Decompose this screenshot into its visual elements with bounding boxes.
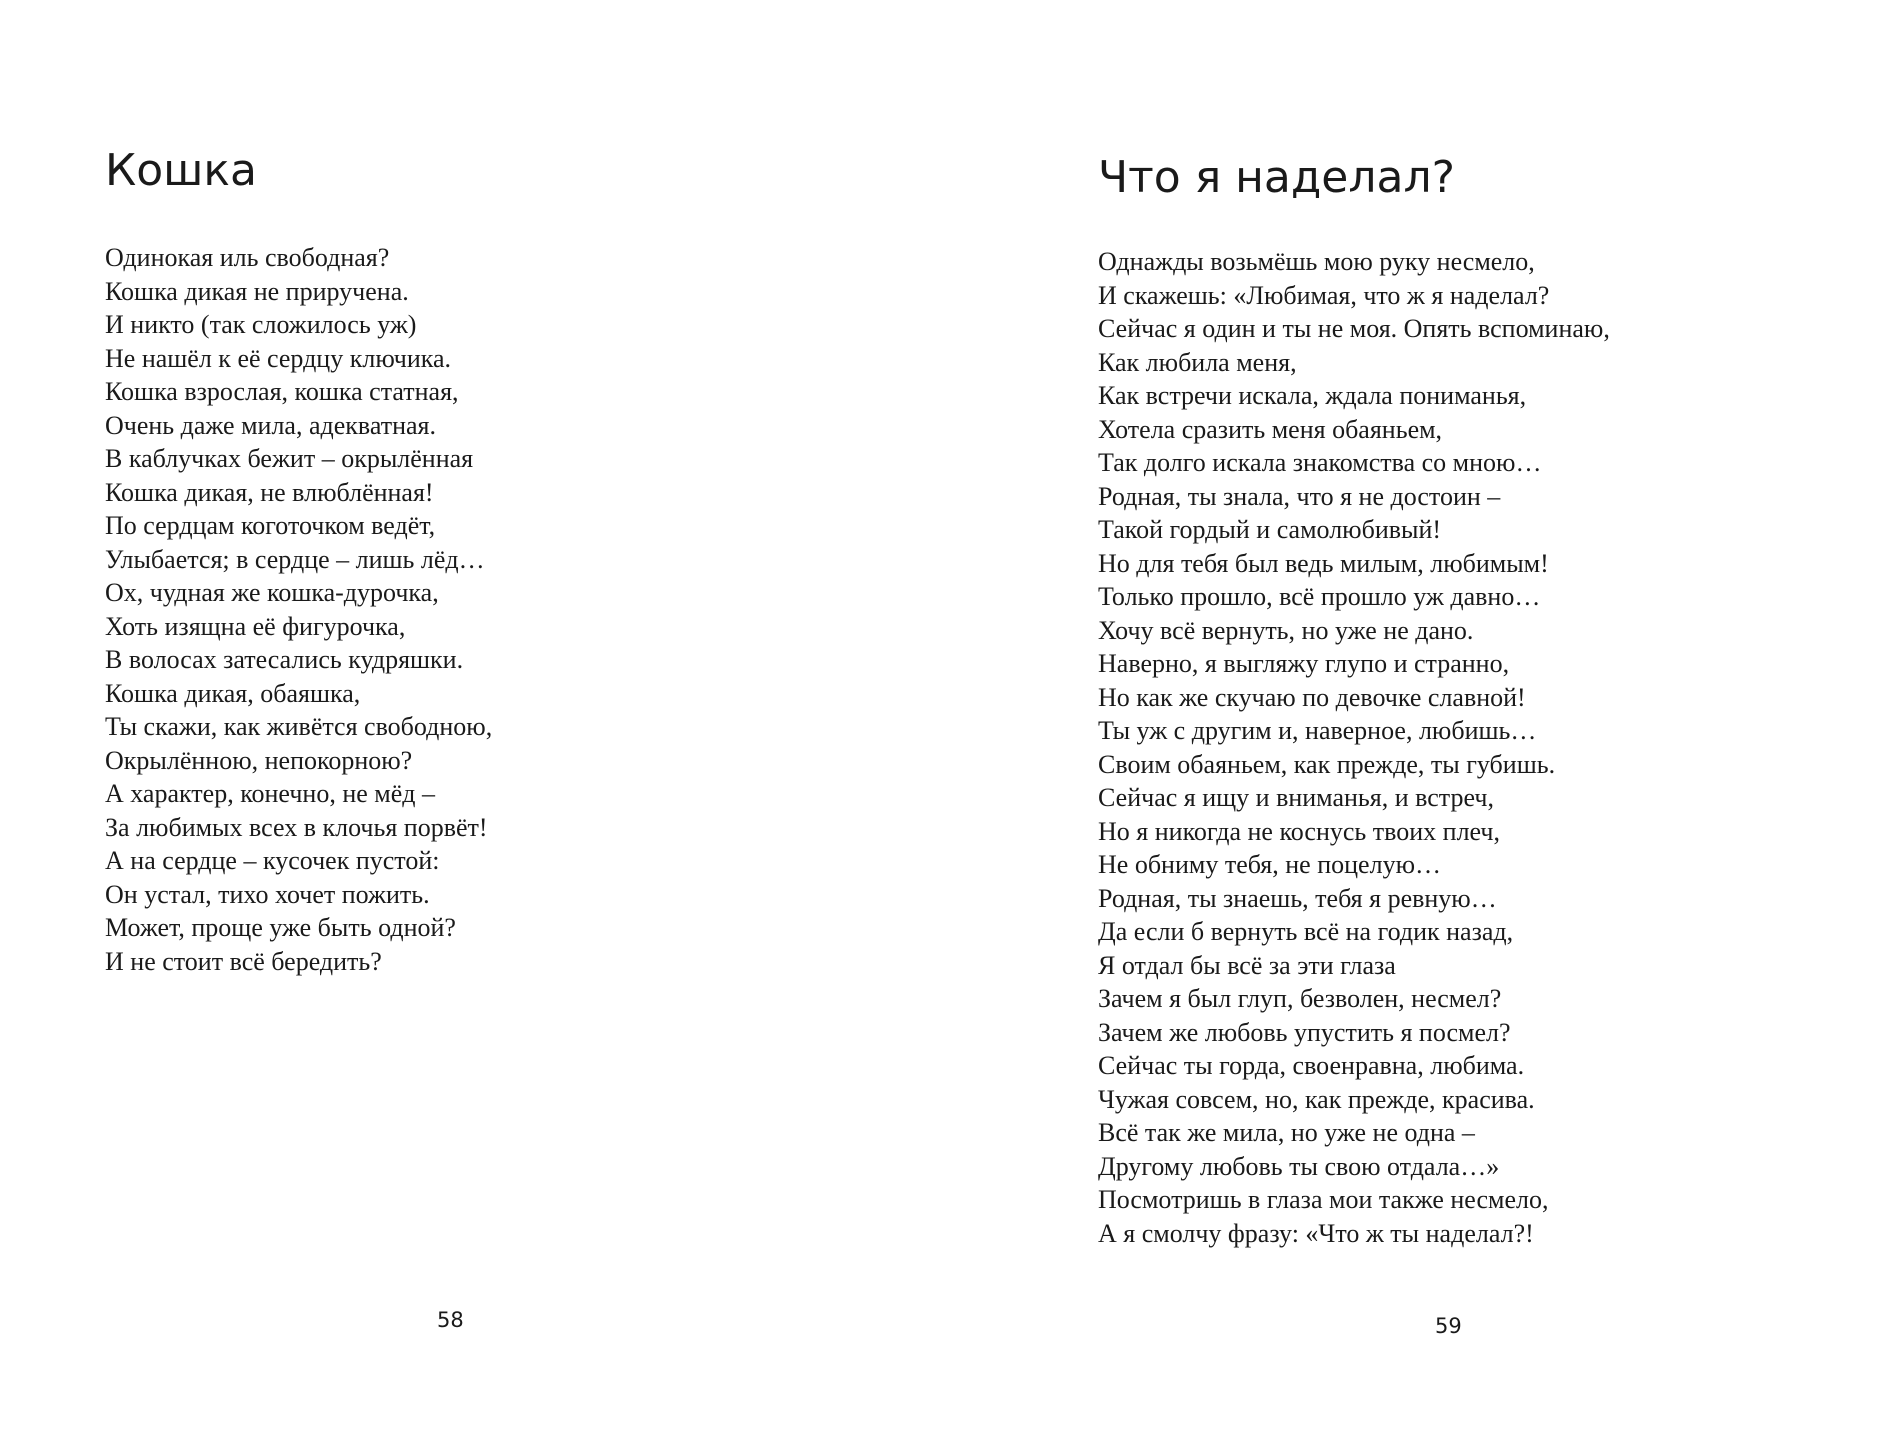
poem-line: Окрылённою, непокорною? (105, 745, 413, 775)
poem-line: Наверно, я выгляжу глупо и странно, (1098, 649, 1510, 678)
poem-line: Но для тебя был ведь милым, любимым! (1098, 548, 1549, 578)
poem-line: А характер, конечно, не мёд – (105, 779, 435, 808)
poem-line: Да если б вернуть всё на годик назад, (1098, 917, 1514, 946)
poem-line: Может, проще уже быть одной? (105, 913, 456, 942)
poem-body-right (1098, 245, 1610, 1250)
poem-line: Всё так же мила, но уже не одна – (1098, 1118, 1475, 1147)
poem-line: Кошка взрослая, кошка статная, (105, 377, 459, 406)
poem-line: Хоть изящна её фигурочка, (105, 611, 406, 641)
poem-line: Ох, чудная же кошка-дурочка, (105, 578, 439, 607)
poem-line: Улыбается; в сердце – лишь лёд… (105, 544, 485, 574)
poem-title-left: Кошка (105, 145, 257, 196)
poem-line: Посмотришь в глаза мои также несмело, (1098, 1185, 1549, 1214)
poem-line: Но я никогда не коснусь твоих плеч, (1098, 816, 1501, 846)
poem-line: Как встречи искала, ждала пониманья, (1098, 381, 1527, 410)
right-page (941, 0, 1882, 1454)
poem-line: Кошка дикая не приручена. (105, 276, 409, 306)
poem-line: Кошка дикая, не влюблённая! (105, 477, 434, 507)
poem-line: А на сердце – кусочек пустой: (105, 846, 440, 875)
poem-line: За любимых всех в клочья порвёт! (105, 812, 488, 842)
page-number-left: 58 (437, 1308, 464, 1332)
poem-line: Ты уж с другим и, наверное, любишь… (1098, 716, 1537, 745)
poem-line: Однажды возьмёшь мою руку несмело, (1098, 247, 1535, 276)
poem-line: Родная, ты знаешь, тебя я ревную… (1098, 883, 1497, 913)
poem-line: Я отдал бы всё за эти глаза (1098, 950, 1396, 980)
poem-line: Очень даже мила, адекватная. (105, 410, 436, 440)
poem-line: Только прошло, всё прошло уж давно… (1098, 582, 1541, 611)
poem-body-left (105, 241, 492, 978)
poem-line: Сейчас я один и ты не моя. Опять вспоминаю, (1098, 314, 1610, 343)
poem-line: Не нашёл к её сердцу ключика. (105, 343, 452, 373)
poem-line: Родная, ты знала, что я не достоин – (1098, 481, 1501, 511)
poem-line: Не обниму тебя, не поцелую… (1098, 850, 1441, 879)
poem-line: Зачем я был глуп, безволен, несмел? (1098, 984, 1502, 1013)
poem-line: Кошка дикая, обаяшка, (105, 678, 361, 708)
poem-line: Так долго искала знакомства со мною… (1098, 448, 1542, 477)
poem-line: Зачем же любовь упустить я посмел? (1098, 1017, 1511, 1047)
poem-line: Ты скажи, как живётся свободною, (105, 712, 493, 741)
poem-line: Но как же скучаю по девочке славной! (1098, 682, 1526, 712)
poem-line: Сейчас ты горда, своенравна, любима. (1098, 1051, 1525, 1080)
poem-line: По сердцам коготочком ведёт, (105, 511, 436, 540)
poem-line: Он устал, тихо хочет пожить. (105, 879, 430, 909)
poem-line: В каблучках бежит – окрылённая (105, 444, 474, 473)
poem-title-right: Что я наделал? (1098, 152, 1455, 203)
poem-line: Хотела сразить меня обаяньем, (1098, 414, 1443, 444)
poem-line: И никто (так сложилось уж) (105, 310, 417, 339)
page-number-right: 59 (1435, 1314, 1462, 1338)
poem-line: Хочу всё вернуть, но уже не дано. (1098, 615, 1474, 645)
poem-line: Такой гордый и самолюбивый! (1098, 515, 1442, 544)
poem-line: Другому любовь ты свою отдала…» (1098, 1151, 1500, 1181)
poem-line: Как любила меня, (1098, 347, 1297, 377)
poem-line: Своим обаяньем, как прежде, ты губишь. (1098, 749, 1556, 779)
poem-line: Сейчас я ищу и вниманья, и встреч, (1098, 783, 1494, 812)
poem-line: Чужая совсем, но, как прежде, красива. (1098, 1084, 1535, 1114)
poem-line: И скажешь: «Любимая, что ж я наделал? (1098, 280, 1550, 310)
poem-line: В волосах затесались кудряшки. (105, 645, 464, 674)
poem-line: Одинокая иль свободная? (105, 243, 390, 272)
poem-line: А я смолчу фразу: «Что ж ты наделал?! (1098, 1218, 1534, 1248)
poem-line: И не стоит всё бередить? (105, 946, 382, 976)
